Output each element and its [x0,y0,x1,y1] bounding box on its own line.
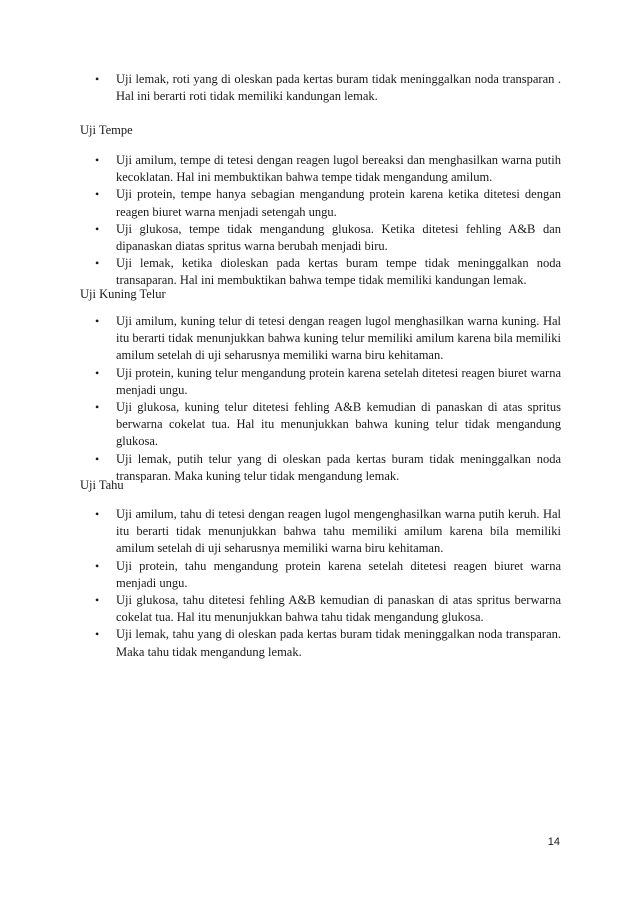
list-item [95,626,561,660]
bullet-icon: • [95,558,100,573]
list-item [95,186,561,220]
list-item-text: Uji amilum, tempe di tetesi dengan reagen lugol bereaksi dan menghasilkan warna putih kecoklatan. Hal ini membuktikan bahwa tempe tidak mengandung amilum. [116,153,561,185]
page-number: 14 [547,836,560,848]
roti-test-list [95,71,561,105]
bullet-icon: • [95,593,100,608]
list-item [95,221,561,255]
bullet-icon: • [95,221,100,236]
list-item [95,71,561,105]
tahu-test-list [95,506,561,661]
bullet-icon: • [95,451,100,466]
list-item-text: Uji glukosa, tahu ditetesi fehling A&B kemudian di panaskan di atas spritus berwarna cokelat tua. Hal itu menunjukkan bahwa tahu tidak mengandung glukosa. [116,593,561,625]
bullet-icon: • [95,256,100,271]
list-item [95,558,561,592]
list-item-text: Uji glukosa, kuning telur ditetesi fehling A&B kemudian di panaskan di atas spritus berwarna cokelat tua. Hal itu menunjukkan bahwa kuning telur tidak mengandung glukosa. [116,400,561,449]
list-item [95,152,561,186]
list-item-text: Uji glukosa, tempe tidak mengandung glukosa. Ketika ditetesi fehling A&B dan dipanaskan diatas spritus warna berubah menjadi biru. [116,221,561,254]
list-item [95,313,561,365]
list-item-text: Uji lemak, tahu yang di oleskan pada kertas buram tidak meninggalkan noda transparan. Maka tahu tidak mengandung lemak. [116,627,561,659]
tempe-test-list [95,152,561,290]
list-item-text: Uji protein, kuning telur mengandung protein karena setelah ditetesi reagen biuret warna menjadi ungu. [116,365,561,397]
list-item-text: Uji amilum, tahu di tetesi dengan reagen lugol mengenghasilkan warna putih keruh. Hal itu berarti tidak menunjukkan bahwa tahu memiliki amilum karena bila memiliki amilum setelah di uji seharusnya memiliki warna biru kehitaman. [116,507,561,556]
bullet-icon: • [95,365,100,380]
bullet-icon: • [95,187,100,202]
bullet-icon: • [95,400,100,415]
list-item [95,365,561,399]
list-item-text: Uji amilum, kuning telur di tetesi dengan reagen lugol menghasilkan warna kuning. Hal itu berarti tidak menunjukkan bahwa kuning telur memiliki amilum karena bila memiliki amilum setelah di uji seharusnya memiliki warna biru kehitaman. [116,314,561,363]
bullet-icon: • [95,627,100,642]
section-heading-tempe: Uji Tempe [80,123,133,137]
bullet-icon: • [95,507,100,521]
list-item-text: Uji lemak, ketika dioleskan pada kertas buram tempe tidak meninggalkan noda transaparan. Hal ini membuktikan bahwa tempe tidak memiliki kandungan lemak. [116,256,561,288]
kuning-telur-test-list [95,313,561,485]
list-item-text: Uji protein, tempe hanya sebagian mengandung protein karena ketika ditetesi dengan reagen biuret warna menjadi setengah ungu. [116,187,561,219]
list-item [95,399,561,451]
bullet-icon: • [95,314,100,328]
section-heading-tahu: Uji Tahu [80,478,124,492]
bullet-icon: • [95,153,100,167]
list-item-text: Uji lemak, putih telur yang di oleskan pada kertas buram tidak meninggalkan noda transparan. Maka kuning telur tidak mengandung lemak. [116,451,561,483]
list-item-text: Uji protein, tahu mengandung protein karena setelah ditetesi reagen biuret warna menjadi ungu. [116,558,561,590]
list-item [95,451,561,485]
list-item [95,592,561,626]
list-item-text: Uji lemak, roti yang di oleskan pada kertas buram tidak meninggalkan noda transparan . Hal ini berarti roti tidak memiliki kandungan lemak. [116,72,561,104]
section-heading-kuning-telur: Uji Kuning Telur [80,287,166,301]
list-item [95,506,561,558]
bullet-icon: • [95,72,100,86]
list-item [95,255,561,289]
